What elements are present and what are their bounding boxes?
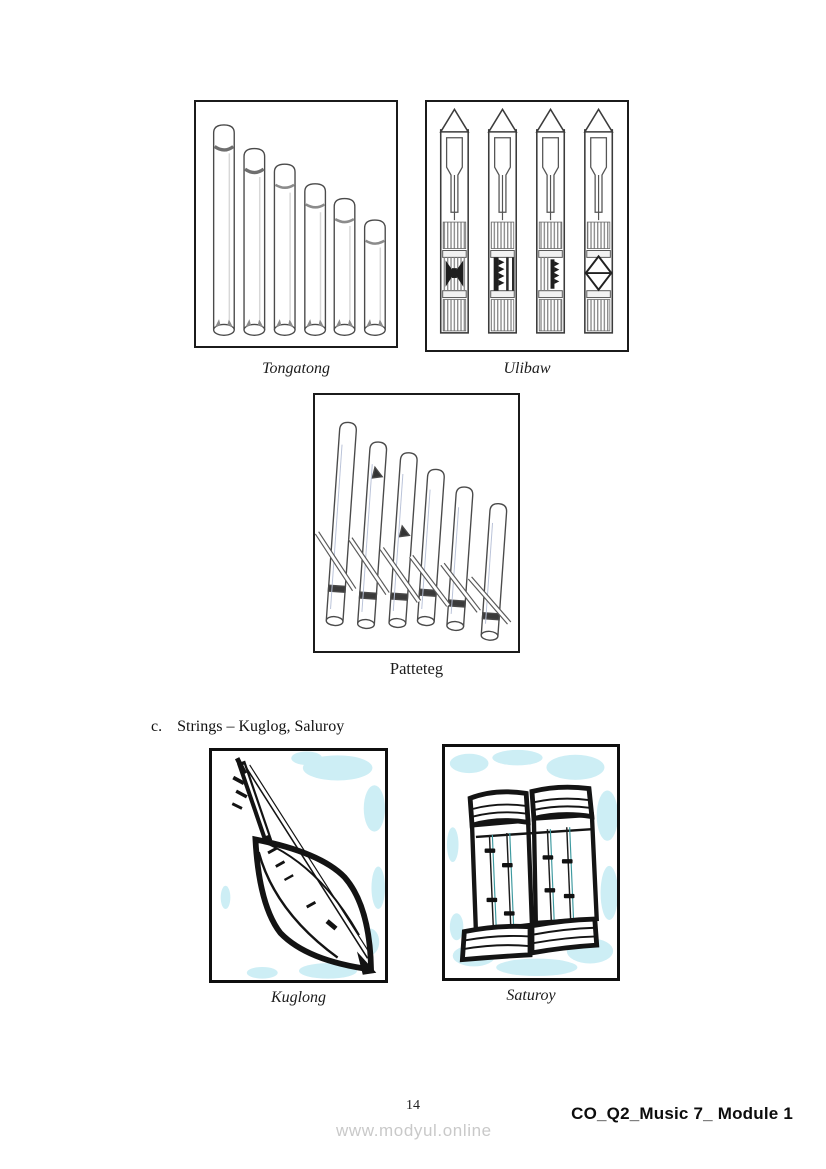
module-code: CO_Q2_Music 7_ Module 1 [571,1104,793,1123]
tongatong-figure-frame [194,100,398,348]
kuglong-caption: Kuglong [270,989,327,1006]
section-heading-strings [151,718,344,736]
page-number: 14 [406,1098,420,1113]
kuglong-figure-frame [209,748,388,983]
patteteg-caption: Patteteg [389,659,444,678]
tongatong-caption: Tongatong [262,360,330,377]
section-text: Strings – Kuglog, Saluroy [177,718,345,735]
saturoy-illustration [445,747,617,978]
patteteg-figure-frame [313,393,520,653]
patteteg-illustration [315,395,518,651]
tongatong-illustration [196,102,396,346]
ulibaw-caption: Ulibaw [503,360,551,377]
saturoy-figure-frame [442,744,620,981]
watermark-text: www.modyul.online [336,1121,492,1140]
saturoy-caption: Saturoy [506,987,556,1004]
ulibaw-figure-frame [425,100,629,352]
section-marker: c. [151,718,163,735]
kuglong-illustration [212,751,385,980]
ulibaw-illustration [427,102,627,350]
